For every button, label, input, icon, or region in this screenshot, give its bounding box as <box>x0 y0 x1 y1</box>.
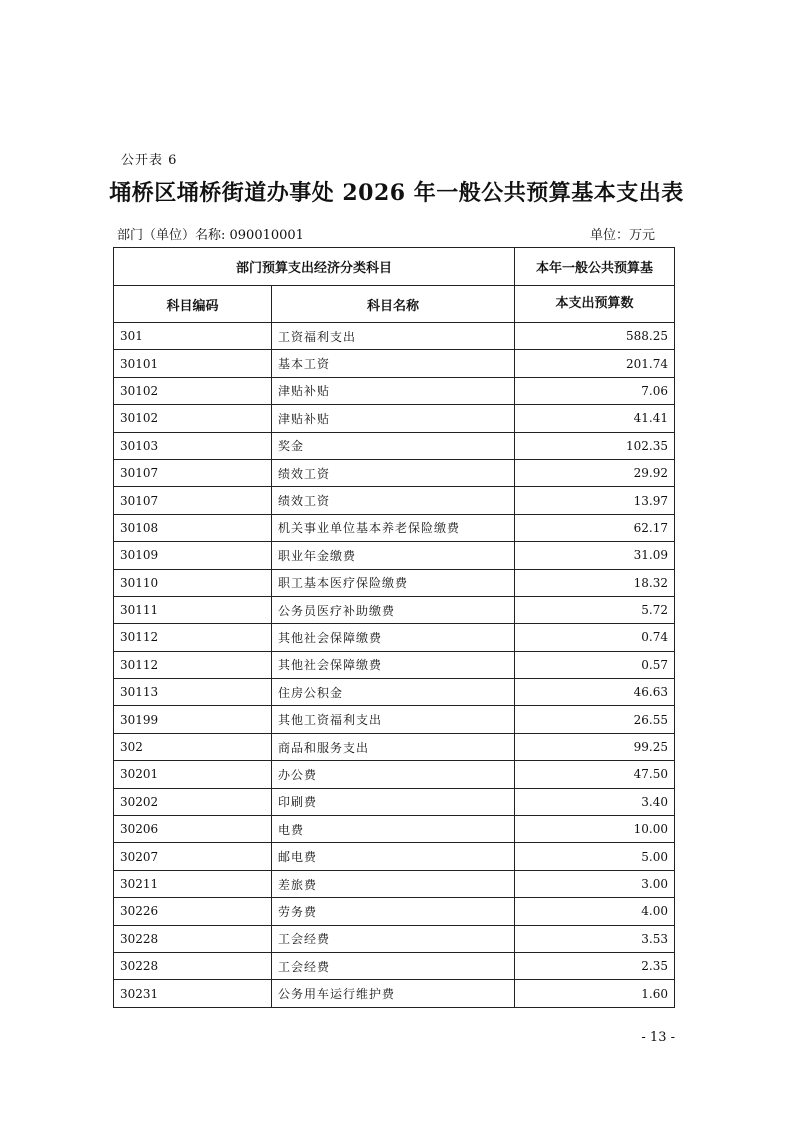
name-cell: 津贴补贴 <box>272 377 515 404</box>
amount-cell: 102.35 <box>515 432 675 459</box>
table-row <box>114 487 675 514</box>
amount-cell: 46.63 <box>515 679 675 706</box>
table-body <box>114 323 675 1008</box>
name-cell: 奖金 <box>272 432 515 459</box>
amount-cell: 5.00 <box>515 843 675 870</box>
name-cell: 津贴补贴 <box>272 405 515 432</box>
name-cell: 工资福利支出 <box>272 323 515 350</box>
table-row <box>114 898 675 925</box>
amount-header-line2: 本支出预算数 <box>515 286 675 323</box>
code-cell: 30107 <box>114 487 272 514</box>
table-row <box>114 679 675 706</box>
amount-cell: 4.00 <box>515 898 675 925</box>
document-label: 公开表 6 <box>121 153 178 168</box>
name-cell: 绩效工资 <box>272 487 515 514</box>
code-cell: 301 <box>114 323 272 350</box>
code-cell: 30107 <box>114 459 272 486</box>
page-number: - 13 - <box>641 1030 675 1045</box>
name-cell: 公务员医疗补助缴费 <box>272 596 515 623</box>
table-row <box>114 980 675 1007</box>
name-cell: 公务用车运行维护费 <box>272 980 515 1007</box>
amount-cell: 47.50 <box>515 761 675 788</box>
department-name: 部门（单位）名称: 090010001 <box>117 228 304 243</box>
name-cell: 办公费 <box>272 761 515 788</box>
table-row <box>114 542 675 569</box>
code-cell: 30101 <box>114 350 272 377</box>
amount-cell: 0.57 <box>515 651 675 678</box>
amount-cell: 1.60 <box>515 980 675 1007</box>
amount-cell: 10.00 <box>515 816 675 843</box>
amount-cell: 5.72 <box>515 596 675 623</box>
name-cell: 工会经费 <box>272 952 515 979</box>
amount-cell: 26.55 <box>515 706 675 733</box>
amount-cell: 18.32 <box>515 569 675 596</box>
table-row <box>114 596 675 623</box>
code-cell: 30201 <box>114 761 272 788</box>
table-row <box>114 651 675 678</box>
code-header: 科目编码 <box>114 286 272 323</box>
amount-cell: 41.41 <box>515 405 675 432</box>
name-cell: 职业年金缴费 <box>272 542 515 569</box>
code-cell: 30112 <box>114 651 272 678</box>
table-header-row-2 <box>114 286 675 323</box>
amount-cell: 3.40 <box>515 788 675 815</box>
code-cell: 30226 <box>114 898 272 925</box>
code-cell: 30199 <box>114 706 272 733</box>
amount-cell: 3.00 <box>515 870 675 897</box>
table-row <box>114 432 675 459</box>
table-row <box>114 761 675 788</box>
name-cell: 电费 <box>272 816 515 843</box>
name-cell: 基本工资 <box>272 350 515 377</box>
table-row <box>114 952 675 979</box>
table-header-row-1 <box>114 248 675 286</box>
name-cell: 其他工资福利支出 <box>272 706 515 733</box>
amount-cell: 13.97 <box>515 487 675 514</box>
unit-label: 单位：万元 <box>589 228 655 243</box>
code-cell: 30111 <box>114 596 272 623</box>
code-cell: 302 <box>114 733 272 760</box>
table-row <box>114 788 675 815</box>
code-cell: 30231 <box>114 980 272 1007</box>
code-cell: 30211 <box>114 870 272 897</box>
amount-cell: 62.17 <box>515 514 675 541</box>
name-cell: 其他社会保障缴费 <box>272 624 515 651</box>
code-cell: 30108 <box>114 514 272 541</box>
budget-table <box>113 247 675 1008</box>
name-cell: 邮电费 <box>272 843 515 870</box>
name-cell: 劳务费 <box>272 898 515 925</box>
name-cell: 工会经费 <box>272 925 515 952</box>
document-title: 埇桥区埇桥街道办事处 2026 年一般公共预算基本支出表 <box>109 180 684 206</box>
name-cell: 印刷费 <box>272 788 515 815</box>
name-header: 科目名称 <box>272 286 515 323</box>
table-row <box>114 405 675 432</box>
code-cell: 30109 <box>114 542 272 569</box>
table-row <box>114 323 675 350</box>
name-cell: 机关事业单位基本养老保险缴费 <box>272 514 515 541</box>
table-row <box>114 514 675 541</box>
table-row <box>114 733 675 760</box>
table-row <box>114 624 675 651</box>
amount-header-line1: 本年一般公共预算基 <box>515 248 675 286</box>
group-header: 部门预算支出经济分类科目 <box>114 248 515 286</box>
table-row <box>114 569 675 596</box>
name-cell: 职工基本医疗保险缴费 <box>272 569 515 596</box>
code-cell: 30110 <box>114 569 272 596</box>
code-cell: 30228 <box>114 952 272 979</box>
name-cell: 其他社会保障缴费 <box>272 651 515 678</box>
amount-cell: 201.74 <box>515 350 675 377</box>
table-row <box>114 459 675 486</box>
amount-cell: 588.25 <box>515 323 675 350</box>
name-cell: 商品和服务支出 <box>272 733 515 760</box>
code-cell: 30103 <box>114 432 272 459</box>
code-cell: 30202 <box>114 788 272 815</box>
code-cell: 30207 <box>114 843 272 870</box>
code-cell: 30228 <box>114 925 272 952</box>
table-row <box>114 870 675 897</box>
name-cell: 差旅费 <box>272 870 515 897</box>
table-row <box>114 843 675 870</box>
code-cell: 30102 <box>114 377 272 404</box>
name-cell: 绩效工资 <box>272 459 515 486</box>
name-cell: 住房公积金 <box>272 679 515 706</box>
amount-cell: 3.53 <box>515 925 675 952</box>
table-row <box>114 350 675 377</box>
amount-cell: 0.74 <box>515 624 675 651</box>
table-row <box>114 816 675 843</box>
amount-cell: 7.06 <box>515 377 675 404</box>
table-row <box>114 706 675 733</box>
amount-cell: 29.92 <box>515 459 675 486</box>
code-cell: 30113 <box>114 679 272 706</box>
code-cell: 30102 <box>114 405 272 432</box>
code-cell: 30112 <box>114 624 272 651</box>
table-row <box>114 377 675 404</box>
code-cell: 30206 <box>114 816 272 843</box>
amount-cell: 31.09 <box>515 542 675 569</box>
amount-cell: 99.25 <box>515 733 675 760</box>
table-row <box>114 925 675 952</box>
amount-cell: 2.35 <box>515 952 675 979</box>
